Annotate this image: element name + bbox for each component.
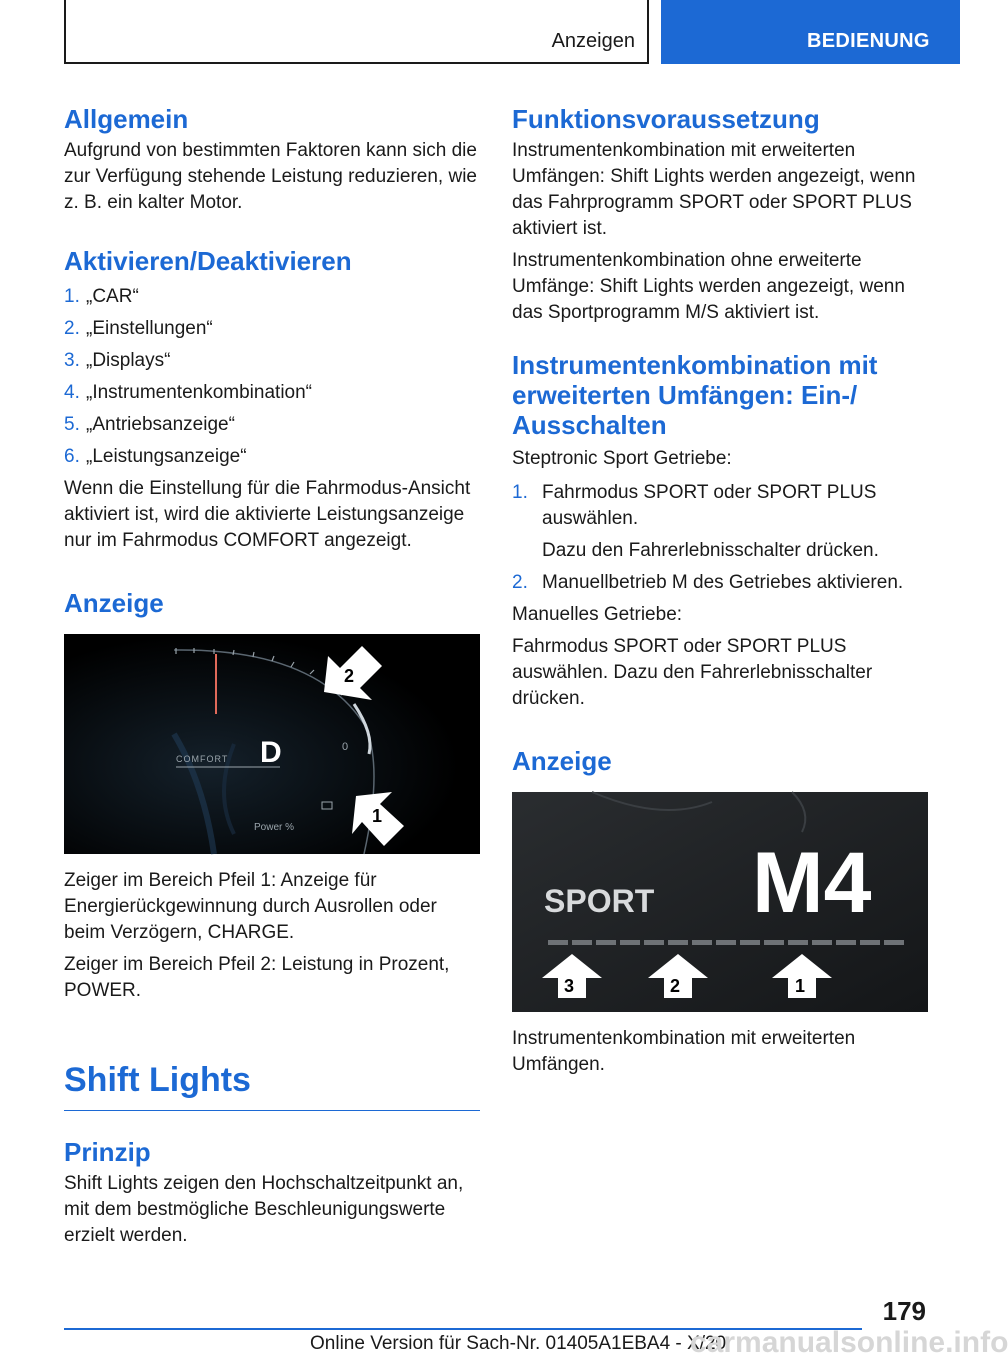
list-number: 5.: [64, 414, 80, 435]
power-display-graphic: [64, 634, 480, 854]
arrow-1-label: 1: [372, 806, 383, 826]
list-item: [64, 284, 480, 310]
text-prinzip: Shift Lights zeigen den Hochschaltzeitpunkt an, mit dem bestmögliche Beschleunigungswerte erzielt werden.: [64, 1173, 464, 1246]
text-pfeil-1: Zeiger im Bereich Pfeil 1: Anzeige für Energierückgewinnung durch Ausrollen oder beim Verzögern, CHARGE.: [64, 870, 437, 943]
text-aktivieren-note: Wenn die Einstellung für die Fahrmodus-Ansicht aktiviert ist, wird die aktivierte Leistungsanzeige nur im Fahrmodus COMFORT angezeigt.: [64, 478, 471, 551]
zero-text: 0: [342, 741, 349, 753]
list-text: Manuellbetrieb M des Getriebes aktivieren.: [542, 572, 904, 593]
left-column: [64, 100, 480, 1249]
text-manuelles: Manuelles Getriebe:: [512, 604, 683, 625]
list-subtext: Dazu den Fahrerlebnisschalter drücken.: [542, 540, 879, 561]
header-section-tab: [64, 0, 649, 64]
header-section-label: Anzeigen: [551, 30, 635, 52]
list-number: 1.: [512, 482, 528, 503]
text-allgemein: Aufgrund von bestimmten Faktoren kann sich die zur Verfügung stehende Leistung reduzieren, wie z. B. ein kalter Motor.: [64, 140, 477, 213]
heading-funktion: Funktionsvoraussetzung: [512, 104, 820, 134]
heading-aktivieren: Aktivieren/Deaktivieren: [64, 246, 352, 276]
arrow-2-label: 2: [344, 666, 355, 686]
text-caption: Instrumentenkombination mit erweiterten Umfängen.: [512, 1028, 856, 1075]
header-chapter-tab: [661, 0, 960, 64]
steps-ein-aus: [512, 480, 928, 596]
page-number: 179: [882, 1296, 926, 1326]
list-text: „Instrumentenkombination“: [86, 382, 312, 403]
mode-text: SPORT: [544, 883, 655, 919]
list-text: „Einstellungen“: [86, 318, 213, 339]
heading-anzeige-left: Anzeige: [64, 588, 164, 618]
footer-version: Online Version für Sach-Nr. 01405A1EBA4 - X/20: [310, 1333, 727, 1354]
steps-aktivieren: [64, 284, 480, 470]
list-item: [512, 570, 928, 596]
list-item: [64, 444, 480, 470]
list-text: „Leistungsanzeige“: [86, 446, 247, 467]
arrow-2-label: 2: [670, 976, 681, 996]
mode-text: COMFORT: [176, 754, 229, 764]
shift-lights-graphic: [512, 792, 928, 1012]
list-text: „Displays“: [86, 350, 171, 371]
list-item: [64, 380, 480, 406]
arrow-1-label: 1: [795, 976, 806, 996]
arrow-3-label: 3: [564, 976, 575, 996]
title-shift-lights: Shift Lights: [64, 1060, 480, 1111]
gear-text: D: [260, 736, 282, 769]
watermark: carmanualsonline.info: [690, 1326, 1008, 1359]
list-number: 6.: [64, 446, 80, 467]
figure-shift-lights: [512, 792, 928, 1012]
list-number: 3.: [64, 350, 80, 371]
list-text: Fahrmodus SPORT oder SPORT PLUS auswählen.: [542, 482, 877, 529]
list-number: 2.: [64, 318, 80, 339]
list-item: [512, 480, 928, 564]
figure-power-display: [64, 634, 480, 854]
list-item: [64, 348, 480, 374]
text-funktion-1: Instrumentenkombination mit erweiterten Umfängen: Shift Lights werden angezeigt, wenn das Fahrprogramm SPORT oder SPORT PLUS aktiviert ist.: [512, 140, 916, 239]
heading-prinzip: Prinzip: [64, 1137, 151, 1167]
list-item: [64, 412, 480, 438]
list-number: 1.: [64, 286, 80, 307]
text-manuelles-detail: Fahrmodus SPORT oder SPORT PLUS auswählen. Dazu den Fahrerlebnisschalter drücken.: [512, 636, 873, 709]
list-text: „Antriebsanzeige“: [86, 414, 235, 435]
right-column: [512, 100, 928, 1078]
list-item: [64, 316, 480, 342]
text-pfeil-2: Zeiger im Bereich Pfeil 2: Leistung in Prozent, POWER.: [64, 954, 450, 1001]
text-funktion-2: Instrumentenkombination ohne erweiterte Umfänge: Shift Lights werden angezeigt, wenn das Sportprogramm M/S aktiviert ist.: [512, 250, 905, 323]
header-chapter-label: BEDIENUNG: [807, 30, 930, 52]
heading-anzeige-right: Anzeige: [512, 746, 612, 776]
list-number: 4.: [64, 382, 80, 403]
heading-allgemein: Allgemein: [64, 104, 189, 134]
gear-text: M4: [752, 835, 872, 931]
shift-light-bar: [548, 940, 904, 945]
list-number: 2.: [512, 572, 528, 593]
list-text: „CAR“: [86, 286, 139, 307]
power-text: Power %: [254, 822, 295, 833]
text-steptronic: Steptronic Sport Getriebe:: [512, 448, 732, 469]
heading-ein-aus: Instrumentenkombination mit erweiterten Umfängen: Ein-/ Ausschalten: [512, 350, 878, 440]
